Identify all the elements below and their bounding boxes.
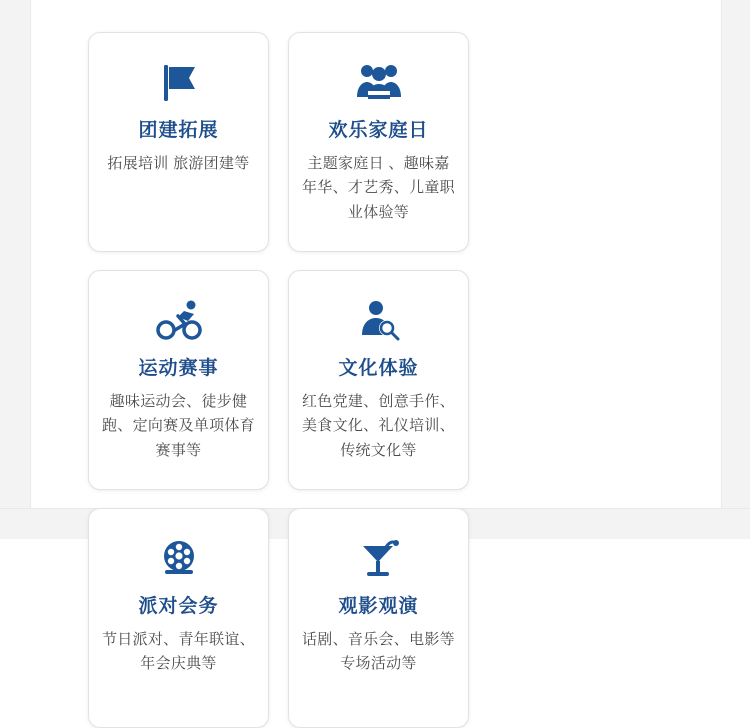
film-reel-icon (156, 535, 202, 583)
card-title: 团建拓展 (138, 120, 219, 141)
card-description: 话剧、音乐会、电影等专场活动等 (301, 631, 455, 673)
service-card-grid (88, 32, 668, 728)
cocktail-glass-icon (356, 535, 402, 583)
flag-icon (155, 59, 203, 107)
service-card-culture-experience[interactable] (288, 270, 469, 490)
card-title: 运动赛事 (138, 358, 219, 379)
card-description: 趣味运动会、徒步健跑、定向赛及单项体育赛事等 (101, 393, 255, 459)
card-description: 主题家庭日 、趣味嘉年华、才艺秀、儿童职业体验等 (301, 155, 455, 221)
card-description: 拓展培训 旅游团建等 (107, 155, 250, 172)
service-card-team-building[interactable] (88, 32, 269, 252)
card-title: 文化体验 (338, 358, 419, 379)
card-title: 派对会务 (138, 596, 219, 617)
service-card-movies-shows[interactable] (288, 508, 469, 728)
family-group-icon (354, 59, 404, 107)
card-description: 红色党建、创意手作、美食文化、礼仪培训、传统文化等 (301, 393, 455, 459)
cycling-sports-icon (154, 297, 204, 345)
service-card-sports-events[interactable] (88, 270, 269, 490)
left-gutter (0, 0, 31, 539)
service-card-party-events[interactable] (88, 508, 269, 728)
card-title: 观影观演 (338, 596, 419, 617)
card-title: 欢乐家庭日 (328, 120, 429, 141)
right-gutter (721, 0, 750, 539)
card-description: 节日派对、青年联谊、年会庆典等 (101, 631, 255, 673)
service-card-family-day[interactable] (288, 32, 469, 252)
culture-person-icon (356, 297, 402, 345)
